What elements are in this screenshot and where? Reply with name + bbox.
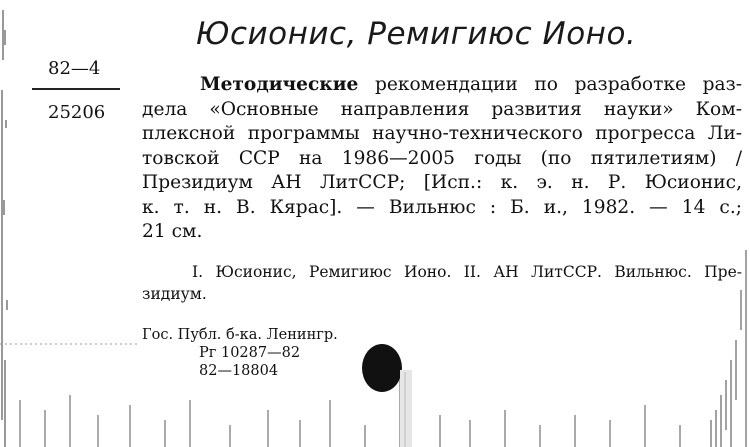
tracing-line-2: зидиум. — [142, 285, 207, 303]
punch-shadow — [400, 370, 412, 447]
classification-number: 82—4 — [48, 58, 101, 79]
left-edge-speckle — [2, 10, 7, 447]
bibliographic-entry — [142, 73, 742, 245]
printer-line-3: 82—18804 — [199, 363, 279, 379]
entry-line-7: 21 см. — [142, 221, 203, 242]
entry-line-1-rest: рекомендации по разработке раз- — [358, 74, 742, 95]
printer-line-2: Рг 10287—82 — [199, 345, 301, 361]
entry-title-bold: Методические — [200, 74, 359, 95]
entry-line-3: плексной программы научно-технического прогресса Ли- — [142, 123, 742, 144]
entry-line-6: к. т. н. В. Кярас]. — Вильнюс : Б. и., 1982. — 14 с.; — [142, 196, 742, 218]
classification-divider — [32, 88, 120, 90]
entry-line-2: дела «Основные направления развития науки» Ком- — [142, 98, 742, 120]
ink-blot — [362, 344, 402, 392]
printer-imprint — [142, 326, 338, 380]
handwritten-heading: Юсионис, Ремигиюс Ионо. — [196, 16, 637, 52]
inventory-number: 25206 — [48, 102, 106, 123]
entry-line-4: товской ССР на 1986—2005 годы (по пятилетиям) / — [142, 147, 742, 169]
entry-line-1 — [142, 73, 742, 98]
bottom-edge-speckle — [20, 380, 680, 447]
tracing-entries — [142, 261, 742, 305]
entry-line-5: Президиум АН ЛитССР; [Исп.: к. э. н. Р. Юсионис, — [142, 172, 742, 193]
printer-line-1: Гос. Публ. б-ка. Ленингр. — [142, 327, 338, 343]
tracing-line-1: I. Юсионис, Ремигиюс Ионо. II. АН ЛитССР. Вильнюс. Пре- — [192, 263, 742, 281]
